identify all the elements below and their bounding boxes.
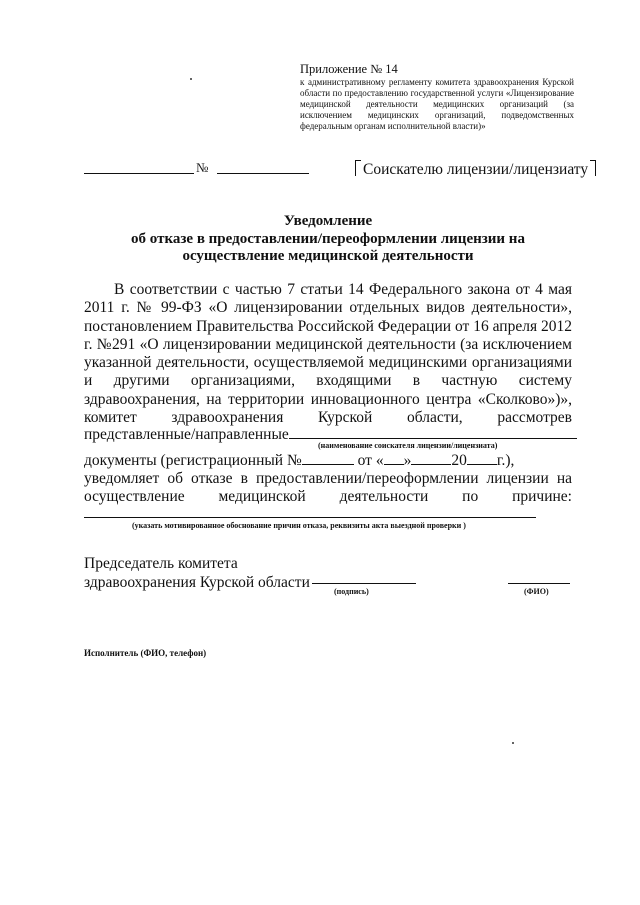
signature-blank xyxy=(312,583,416,584)
notice-heading xyxy=(90,213,566,266)
body-paragraph xyxy=(84,281,572,427)
reg-number-blank xyxy=(302,452,354,465)
month-blank xyxy=(411,452,451,465)
signature-block xyxy=(84,554,310,592)
registration-number-line xyxy=(84,160,314,176)
notify-paragraph xyxy=(84,470,572,507)
recipient-text: Соискателю лицензии/лицензиату xyxy=(363,161,589,178)
applicant-caption: (наименование соискателя лицензии/лицензиата) xyxy=(318,441,498,450)
day-blank xyxy=(384,452,404,465)
number-sign: № xyxy=(196,160,209,175)
heading-line-1: Уведомление xyxy=(283,213,373,229)
reason-caption: (указать мотивированное обоснование причин отказа, реквизиты акта выездной проверки ) xyxy=(132,521,466,530)
documents-year: 20 xyxy=(451,452,467,469)
signatory-title-line-2: здравоохранения Курской области xyxy=(84,574,310,591)
year-blank xyxy=(467,452,497,465)
number-blank xyxy=(217,173,309,174)
documents-from: от « xyxy=(357,452,384,469)
appendix-text: к административному регламенту комитета здравоохранения Курской области по предоставлению государственной услуги «Лицензирование медицинской деятельности медицинских организаций (за исключением медицинских организаций, подведомственных федеральным органам исполнительной власти)» xyxy=(300,77,574,131)
scan-speck xyxy=(190,78,192,80)
body-paragraph-text: В соответствии с частью 7 статьи 14 Федерального закона от 4 мая 2011 г. № 99-ФЗ «О лицензировании отдельных видов деятельности», постановлением Правительства Российской Федерации от 16 апреля 2012 г. №291 «О лицензировании медицинской деятельности (за исключением указанной деятельности, осуществляемой медицинскими организациями и другими организациями, входящими в частную систему здравоохранения, на территории инновационного центра «Сколково»)», комитет здравоохранения Курской области, рассмотрев xyxy=(84,281,572,427)
heading-line-2: об отказе в предоставлении/переоформлении лицензии на xyxy=(131,230,525,247)
documents-suffix: г.), xyxy=(496,452,515,469)
notify-text: уведомляет об отказе в предоставлении/переоформлении лицензии на осуществление медицинской деятельности по причине: xyxy=(84,470,572,506)
heading-line-3: осуществление медицинской деятельности xyxy=(182,248,474,264)
submitted-label: представленные/направленные xyxy=(84,426,289,443)
appendix-title: Приложение № 14 xyxy=(300,62,398,76)
signature-caption: (подпись) xyxy=(334,587,369,596)
appendix-block xyxy=(300,62,574,132)
bracket-right xyxy=(590,160,596,176)
documents-label: документы (регистрационный № xyxy=(84,452,302,469)
documents-row xyxy=(84,452,514,470)
date-blank xyxy=(84,173,194,174)
signatory-title-line-1: Председатель комитета xyxy=(84,555,238,572)
scan-speck xyxy=(512,742,514,744)
applicant-name-blank xyxy=(289,426,577,439)
full-name-caption: (ФИО) xyxy=(524,587,549,596)
reason-blank xyxy=(84,517,536,518)
executor-note: Исполнитель (ФИО, телефон) xyxy=(84,648,207,658)
documents-quote: » xyxy=(403,452,412,469)
recipient xyxy=(355,160,596,179)
bracket-left xyxy=(355,160,361,176)
full-name-blank xyxy=(508,583,570,584)
